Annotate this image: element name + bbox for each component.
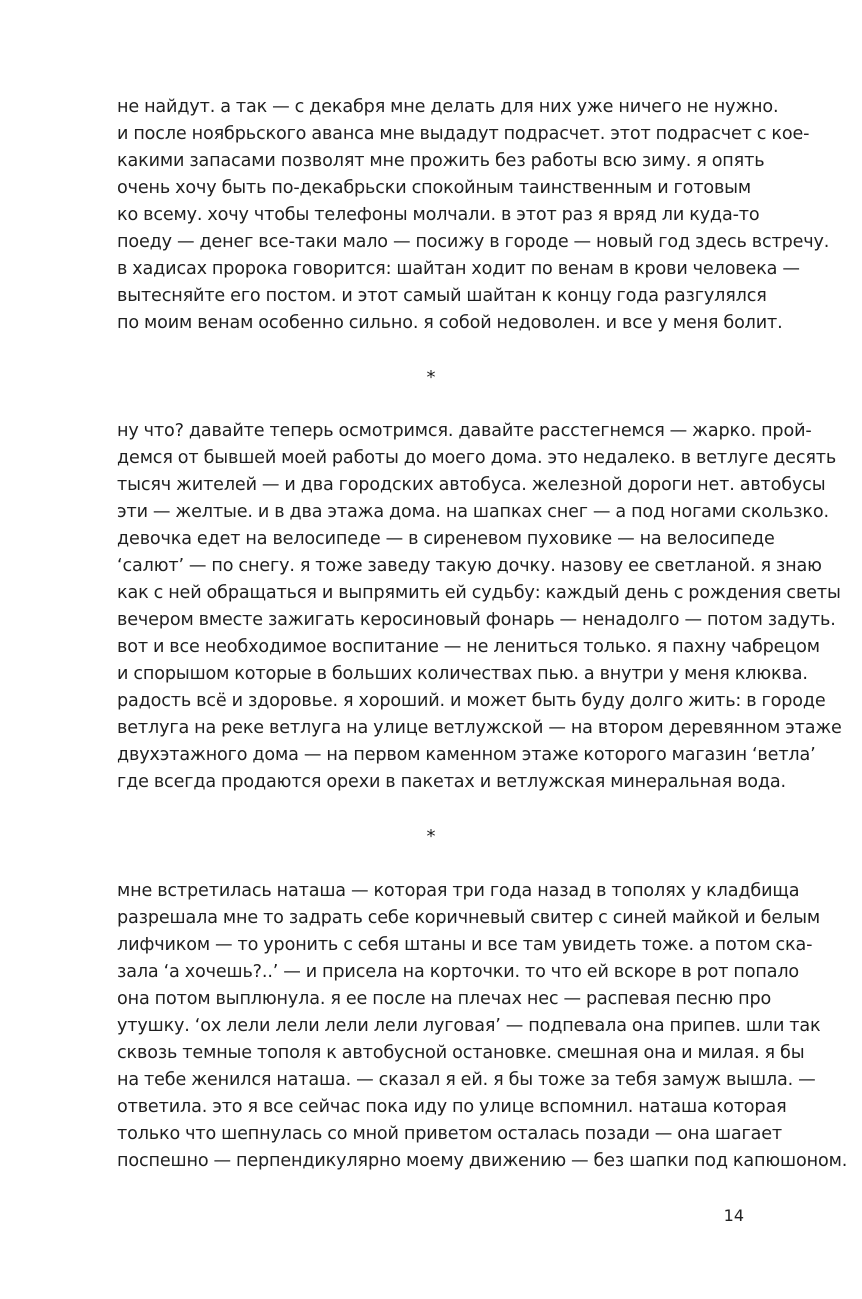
text-line: ко всему. хочу чтобы телефоны молчали. в этот раз я вряд ли куда-то (117, 205, 760, 225)
text-line: очень хочу быть по-декабрьски спокойным таинственным и готовым (117, 178, 752, 198)
text-line: радость всё и здоровье. я хороший. и может быть буду долго жить: в городе (117, 691, 826, 711)
text-line: разрешала мне то задрать себе коричневый свитер с синей майкой и белым (117, 908, 820, 928)
text-line: поспешно — перпендикулярно моему движению — без шапки под капюшоном. (117, 1151, 848, 1171)
text-line: вот и все необходимое воспитание — не лениться только. я пахну чабрецом (117, 637, 820, 657)
text-line: не найдут. а так — с декабря мне делать для них уже ничего не нужно. (117, 97, 779, 117)
text-line: ‘салют’ — по снегу. я тоже заведу такую дочку. назову ее светланой. я знаю (117, 556, 822, 576)
text-line: эти — желтые. и в два этажа дома. на шапках снег — а под ногами скользко. (117, 502, 829, 522)
text-line: демся от бывшей моей работы до моего дома. это недалеко. в ветлуге десять (117, 448, 837, 468)
text-line: какими запасами позволят мне прожить без работы всю зиму. я опять (117, 151, 765, 171)
text-line: и после ноябрьского аванса мне выдадут подрасчет. этот подрасчет с кое- (117, 124, 810, 144)
text-line: на тебе женился наташа. — сказал я ей. я бы тоже за тебя замуж вышла. — (117, 1070, 816, 1090)
text-line: зала ‘а хочешь?..’ — и присела на корточки. то что ей вскоре в рот попало (117, 962, 800, 982)
text-line: ветлуга на реке ветлуга на улице ветлужской — на втором деревянном этаже (117, 718, 842, 738)
text-line: только что шепнулась со мной приветом осталась позади — она шагает (117, 1124, 783, 1144)
text-line: вытесняйте его постом. и этот самый шайтан к концу года разгулялся (117, 286, 767, 306)
text-line: поеду — денег все-таки мало — посижу в городе — новый год здесь встречу. (117, 232, 830, 252)
text-line: девочка едет на велосипеде — в сиреневом пуховике — на велосипеде (117, 529, 775, 549)
text-line: в хадисах пророка говорится: шайтан ходит по венам в крови человека — (117, 259, 800, 279)
text-line: ответила. это я все сейчас пока иду по улице вспомнил. наташа которая (117, 1097, 787, 1117)
text-line: вечером вместе зажигать керосиновый фонарь — ненадолго — потом задуть. (117, 610, 836, 630)
text-line: мне встретилась наташа — которая три года назад в тополях у кладбища (117, 881, 800, 901)
text-line: ну что? давайте теперь осмотримся. давайте расстегнемся — жарко. прой- (117, 421, 812, 441)
section-separator: * (426, 367, 436, 388)
text-line: двухэтажного дома — на первом каменном этаже которого магазин ‘ветла’ (117, 745, 816, 765)
text-line: как с ней обращаться и выпрямить ей судьбу: каждый день с рождения светы (117, 583, 841, 603)
text-line: по моим венам особенно сильно. я собой недоволен. и все у меня болит. (117, 313, 783, 333)
text-line: утушку. ‘ох лели лели лели лели луговая’ — подпевала она припев. шли так (117, 1016, 821, 1036)
text-line: лифчиком — то уронить с себя штаны и все там увидеть тоже. а потом ска- (117, 935, 813, 955)
text-line: сквозь темные тополя к автобусной остановке. смешная она и милая. я бы (117, 1043, 805, 1063)
page-number: 14 (723, 1206, 744, 1225)
text-line: и спорышом которые в больших количествах пью. а внутри у меня клюква. (117, 664, 808, 684)
text-line: тысяч жителей — и два городских автобуса. железной дороги нет. автобусы (117, 475, 826, 495)
text-line: где всегда продаются орехи в пакетах и ветлужская минеральная вода. (117, 772, 787, 792)
section-separator: * (426, 826, 436, 847)
text-line: она потом выплюнула. я ее после на плечах нес — распевая песню про (117, 989, 772, 1009)
